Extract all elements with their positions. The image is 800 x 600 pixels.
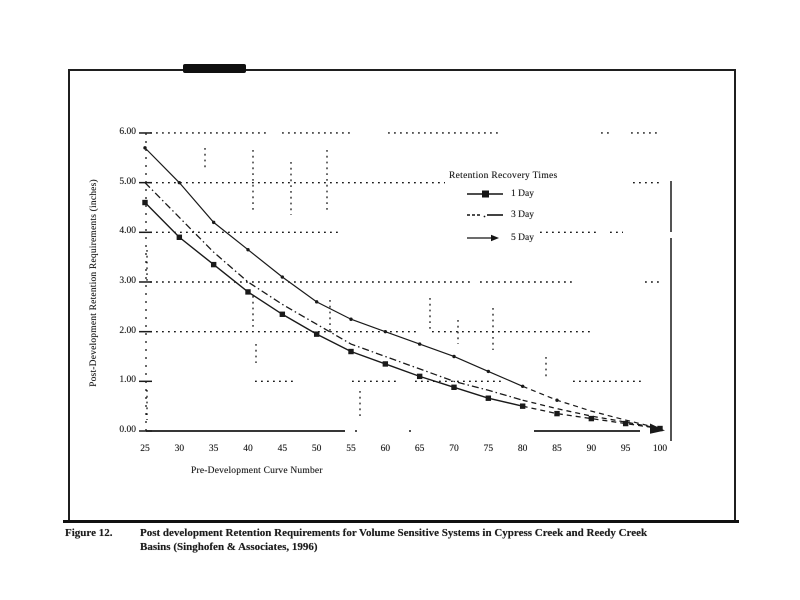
- square-marker: [142, 200, 147, 205]
- dot-marker: [487, 370, 490, 373]
- y-tick-label: 5.00: [119, 176, 136, 187]
- legend-item-1-day: [445, 188, 650, 200]
- y-tick-label: 2.00: [119, 325, 136, 336]
- legend-sample-dash-dot-icon: [465, 209, 505, 221]
- dot-marker: [521, 385, 524, 388]
- legend-sample-arrow-line-icon: [465, 232, 505, 244]
- legend-sample-solid-square-icon: [465, 188, 505, 200]
- dot-marker: [349, 318, 352, 321]
- y-tick-label: 4.00: [119, 226, 136, 237]
- dot-marker: [555, 399, 558, 402]
- x-tick-label: 45: [277, 444, 288, 454]
- dot-marker: [281, 275, 284, 278]
- legend-item-5-day: [445, 232, 650, 244]
- legend-title: Retention Recovery Times: [449, 171, 558, 181]
- square-marker: [348, 349, 353, 354]
- legend-item-3-day: [445, 209, 650, 221]
- x-tick-label: 35: [208, 444, 219, 454]
- dot-marker: [418, 342, 421, 345]
- figure-caption-text: [140, 527, 732, 554]
- legend-label-1-day: 1 Day: [511, 189, 534, 199]
- x-tick-label: 25: [140, 444, 150, 454]
- x-tick-label: 55: [346, 444, 356, 454]
- y-tick-label: 6.00: [119, 126, 136, 137]
- x-tick-label: 60: [380, 444, 391, 454]
- legend-label-3-day: 3 Day: [511, 210, 534, 220]
- x-tick-label: 70: [449, 444, 459, 454]
- x-axis-title: Pre-Development Curve Number: [191, 466, 323, 476]
- square-marker: [245, 289, 250, 294]
- dot-marker: [315, 300, 318, 303]
- y-tick-label: 0.00: [119, 425, 136, 435]
- dot-marker: [452, 355, 455, 358]
- x-tick-label: 95: [620, 444, 631, 454]
- legend-label-5-day: 5 Day: [511, 233, 534, 243]
- square-marker: [280, 312, 285, 317]
- square-marker: [451, 385, 456, 390]
- dot-marker: [384, 330, 387, 333]
- x-tick-label: 90: [586, 444, 597, 454]
- dot-marker: [246, 248, 249, 251]
- caption-divider-rule: [63, 520, 739, 523]
- y-axis-title: Post-Development Retention Requirements (inches): [89, 179, 99, 387]
- square-marker: [177, 235, 182, 240]
- x-tick-label: 80: [517, 444, 528, 454]
- curve-end-arrow-icon: [650, 424, 665, 434]
- x-tick-label: 50: [311, 444, 322, 454]
- dot-marker: [212, 221, 215, 224]
- y-tick-label: 3.00: [119, 275, 136, 286]
- square-marker: [486, 396, 491, 401]
- x-tick-label: 40: [243, 444, 253, 454]
- chart-legend: [445, 171, 650, 244]
- square-marker: [623, 421, 628, 426]
- y-tick-label: 1.00: [119, 375, 136, 386]
- square-marker: [211, 262, 216, 267]
- x-tick-label: 65: [414, 444, 425, 454]
- caption-line-2: Basins (Singhofen & Associates, 1996): [140, 540, 318, 553]
- square-marker: [417, 374, 422, 379]
- x-tick-label: 100: [652, 444, 668, 454]
- square-marker: [589, 416, 594, 421]
- axis-dot-artifact: [355, 430, 357, 432]
- x-tick-label: 30: [174, 444, 185, 454]
- figure-caption-label: Figure 12.: [65, 527, 113, 539]
- axis-dot-artifact: [409, 430, 411, 432]
- x-tick-label: 85: [552, 444, 562, 454]
- dot-marker: [143, 146, 146, 149]
- caption-line-1: Post development Retention Requirements for Volume Sensitive Systems in Cypress Creek and Reedy Creek: [140, 527, 648, 539]
- square-marker: [383, 361, 388, 366]
- curve-3-day-tail: [523, 400, 660, 428]
- curve-5-day-tail: [523, 386, 660, 428]
- dot-marker: [178, 181, 181, 184]
- square-marker: [554, 411, 559, 416]
- square-marker: [314, 331, 319, 336]
- x-tick-label: 75: [483, 444, 494, 454]
- square-marker: [520, 403, 525, 408]
